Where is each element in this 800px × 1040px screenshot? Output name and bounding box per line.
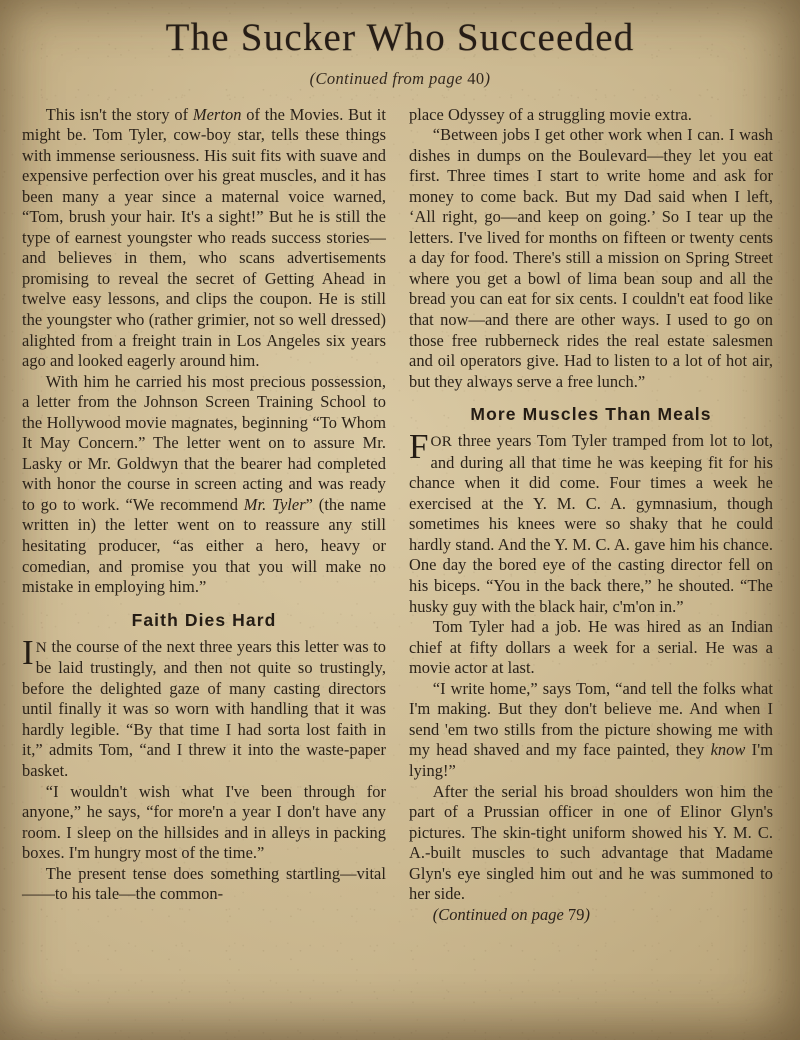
section-heading-more-muscles-than-meals: More Muscles Than Meals: [470, 404, 712, 425]
drop-cap-smallcaps: OR: [430, 433, 453, 451]
right-column: [409, 105, 773, 926]
paragraph: “I write home,” says Tom, “and tell the folks what I'm making. But they don't believe me. And when I send 'em two stills from the picture showing me with my head shaved and my face painted, they know I'm lying!”: [409, 678, 773, 780]
continued-from-line: [0, 69, 800, 89]
drop-cap-smallcaps: N: [35, 638, 47, 656]
paragraph: With him he carried his most precious possession, a letter from the Johnson Screen Training School to the Hollywood movie magnates, beginning “To Whom It May Concern.” The letter went on to assure Mr. Lasky or Mr. Goldwyn that the bearer had completed with honor the course in screen acting and was ready to go to work. “We recommend Mr. Tyler” (the name written in) the letter went on to reassure any still hesitating producer, “as either a hero, heavy or comedian, and promise you that you will make no mistake in employing him.”: [22, 371, 386, 597]
continued-on-prefix: (Continued on page: [432, 904, 569, 924]
paragraph: “I wouldn't wish what I've been through for anyone,” he says, “for more'n a year I don't have any room. I sleep on the hillsides and in alleys in packing boxes. I'm hungry most of the time.”: [22, 781, 386, 863]
continued-from-page-number: 40: [467, 68, 485, 88]
paragraph: This isn't the story of Merton of the Movies. But it might be. Tom Tyler, cow-boy star, tells these things with immense seriousness. His suit fits with suave and expensive perfection over his great muscles, and it has been many a year since a maternal voice warned, “Tom, brush your hair. It's a sight!” But he is still the type of earnest youngster who reads success stories—and believes in them, who scans advertisements promising to reveal the secret of Getting Ahead in twelve easy lessons, and clips the coupon. He is still the youngster who (rather grimier, not so well dressed) alighted from a freight train in Los Angeles six years ago and looked eagerly around him.: [22, 104, 387, 371]
continued-on-line: [409, 905, 773, 926]
paragraph-text: the course of the next three years this letter was to be laid trustingly, and then not quite so trustingly, before the delighted gaze of many casting directors until finally it was so worn with handling that it was hardly legible. “By that time I had sorta lost faith in it,” admits Tom, “and I threw it into the waste-paper basket.: [22, 636, 386, 780]
continued-from-suffix: ): [484, 68, 491, 88]
drop-cap-letter: F: [409, 427, 429, 467]
masthead: [0, 0, 800, 89]
paragraph-with-dropcap: [22, 632, 386, 782]
paragraph-with-dropcap: [409, 427, 773, 617]
left-column: [22, 105, 386, 926]
section-heading-faith-dies-hard: Faith Dies Hard: [131, 609, 277, 630]
paragraph: Tom Tyler had a job. He was hired as an Indian chief at fifty dollars a week for a serial. He was a movie actor at last.: [409, 617, 773, 678]
page-title: The Sucker Who Succeeded: [165, 16, 635, 59]
continued-from-prefix: (Continued from page: [309, 68, 468, 88]
paragraph: After the serial his broad shoulders won him the part of a Prussian officer in one of Elinor Glyn's pictures. The skin-tight uniform showed his Y. M. C. A.-built muscles to such advantage that Madame Glyn's eye singled him out and he was summoned to her side.: [409, 781, 773, 904]
continued-on-page-number: 79: [568, 904, 585, 924]
paragraph-text: three years Tom Tyler tramped from lot to lot, and during all that time he was keeping fit for his chance when it did come. Four times a week he exercised at the Y. M. C. A. gymnasium, though sometimes his knees were so shaky that he could hardly stand. And the Y. M. C. A. gave him his chance. One day the bored eye of the casting director fell on his biceps. “You in the back there,” he shouted. “The husky guy with the black hair, c'm'on in.”: [409, 431, 773, 616]
paragraph: “Between jobs I get other work when I can. I wash dishes in dumps on the Boulevard—they let you eat first. Three times I start to write home and ask for money to come back. But my Dad said when I left, ‘All right, go—and keep on going.’ So I tear up the letters. I've lived for months on fifteen or twenty cents a day for food. There's still a mission on Spring Street where you get a bowl of lima bean soup and all the bread you can eat for six cents. I couldn't eat food like that now—and there are other ways. I used to go on those free rubberneck rides the real estate salesmen and oil operators give. Had to listen to a lot of hot air, but they always serve a free lunch.”: [409, 125, 773, 391]
paragraph: The present tense does something startling—vital——to his tale—the common-: [22, 863, 386, 904]
paragraph-continuation: place Odyssey of a struggling movie extra.: [409, 104, 692, 124]
continued-on-suffix: ): [584, 904, 591, 924]
article-body: [0, 89, 800, 926]
drop-cap-letter: I: [22, 632, 34, 672]
